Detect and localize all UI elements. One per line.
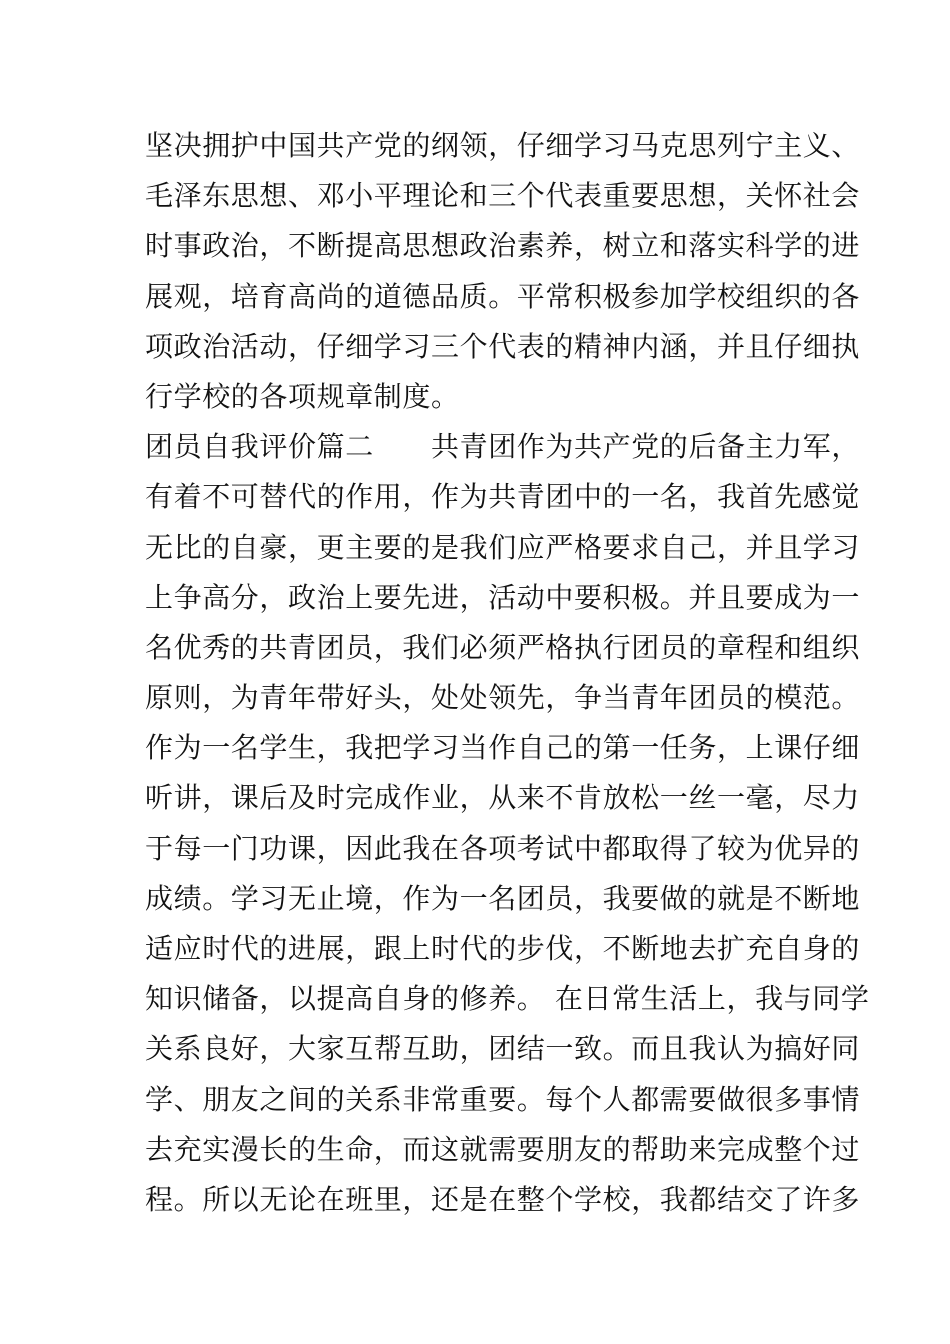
text-line: 学、朋友之间的关系非常重要。每个人都需要做很多事情: [145, 1082, 861, 1116]
text-line: 时事政治，不断提高思想政治素养，树立和落实科学的进: [145, 229, 861, 263]
text-line: 作为一名学生，我把学习当作自己的第一任务，上课仔细: [145, 731, 861, 765]
text-line: 去充实漫长的生命，而这就需要朋友的帮助来完成整个过: [145, 1132, 861, 1166]
text-line: 于每一门功课，因此我在各项考试中都取得了较为优异的: [145, 831, 861, 865]
text-line: 适应时代的进展，跟上时代的步伐，不断地去扩充自身的: [145, 932, 861, 965]
text-line: 名优秀的共青团员，我们必须严格执行团员的章程和组织: [145, 630, 861, 664]
text-line: 展观，培育高尚的道德品质。平常积极参加学校组织的各: [145, 279, 861, 313]
text-line: 关系良好，大家互帮互助，团结一致。而且我认为搞好同: [145, 1032, 861, 1066]
section-heading-line: 团员自我评价篇二 共青团作为共产党的后备主力军，: [145, 430, 861, 464]
text-line: 有着不可替代的作用，作为共青团中的一名，我首先感觉: [145, 480, 861, 514]
text-line: 知识储备，以提高自身的修养。 在日常生活上，我与同学: [145, 982, 870, 1016]
text-line: 原则，为青年带好头，处处领先，争当青年团员的模范。: [145, 681, 861, 715]
body-text: [145, 121, 870, 1225]
text-line: 无比的自豪，更主要的是我们应严格要求自己，并且学习: [145, 530, 861, 564]
text-line: 上争高分，政治上要先进，活动中要积极。并且要成为一: [145, 580, 861, 614]
text-line: 程。所以无论在班里，还是在整个学校，我都结交了许多: [145, 1182, 861, 1216]
text-line: 行学校的各项规章制度。: [145, 379, 460, 413]
text-line: 成绩。学习无止境，作为一名团员，我要做的就是不断地: [145, 881, 861, 915]
text-line: 项政治活动，仔细学习三个代表的精神内涵，并且仔细执: [145, 329, 861, 363]
text-line: 毛泽东思想、邓小平理论和三个代表重要思想，关怀社会: [145, 179, 861, 213]
text-line: 坚决拥护中国共产党的纲领，仔细学习马克思列宁主义、: [145, 129, 861, 162]
text-line: 听讲，课后及时完成作业，从来不肯放松一丝一毫，尽力: [145, 781, 861, 815]
